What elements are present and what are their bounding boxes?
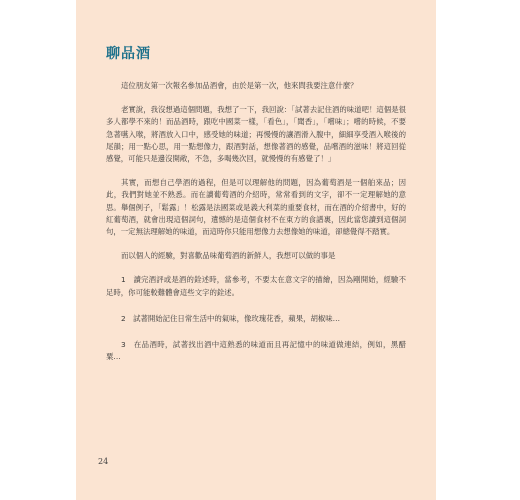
page — [76, 0, 436, 500]
paragraph-1: 這位朋友第一次報名參加品酒會，由於是第一次，他來問我要注意什麼？ — [121, 81, 358, 90]
list-item-1: 1 讀完酒評或是酒的銓述時，當參考，不要太在意文字的描繪，因為剛開始，經驗不足時，你可能較難體會這些文字的銓述。 — [106, 275, 406, 297]
page-number: 24 — [98, 457, 109, 466]
list-item-3: 3 在品酒時，試著找出酒中這熟悉的味道而且再記憶中的味道做連結，例如，黑醋粟… — [106, 340, 406, 362]
list-item-2: 2 試著開始記住日常生活中的氣味，像玫瑰花香，蘋果，胡椒味… — [121, 313, 341, 323]
page-title: 聊品酒 — [106, 46, 151, 62]
paragraph-2: 老實說，我沒想過這個問題，我想了一下，我回說：「試著去記住酒的味道吧！這個是很多人都學不來的！而品酒時，跟吃中國菜一樣，「看色」，「聞香」，「嚐味」；嚐的時候，不要急著嚥入喉，將酒放入口中，感受她的味道；再慢慢的讓酒滑入腹中，細細享受酒入喉後的尾韻；用一點心思，用一點想像力，跟酒對話，想像著酒的感覺，品嚐酒的滋味！將這回從感覺，可能只是邊沒開敞，不急，多喝幾次回，就慢慢的有感覺了！」 — [106, 105, 406, 164]
paragraph-3: 其實，而想自己學酒的過程，但是可以理解他的問題，因為葡萄酒是一個舶來品；因此，我們對她並不熟悉。而在讀葡萄酒的介紹時，常常看到的文字，卻不一定理解她的意思。舉個例子，「鬆露」！松露是法國菜或是義大利菜的重要食材，而在酒的介紹書中，好的紅葡萄酒，就會出現這個詞句，遺憾的是這個食材不在東方的食譜裏，因此當您讀到這個詞句，一定無法理解她的味道，而這時你只能用想像力去想像她的味道，卻總覺得不踏實。 — [106, 178, 406, 237]
paragraph-4: 而以個人的經驗，對喜歡品味葡萄酒的新鮮人，我想可以做的事是 — [121, 251, 336, 261]
article-body — [106, 80, 406, 377]
